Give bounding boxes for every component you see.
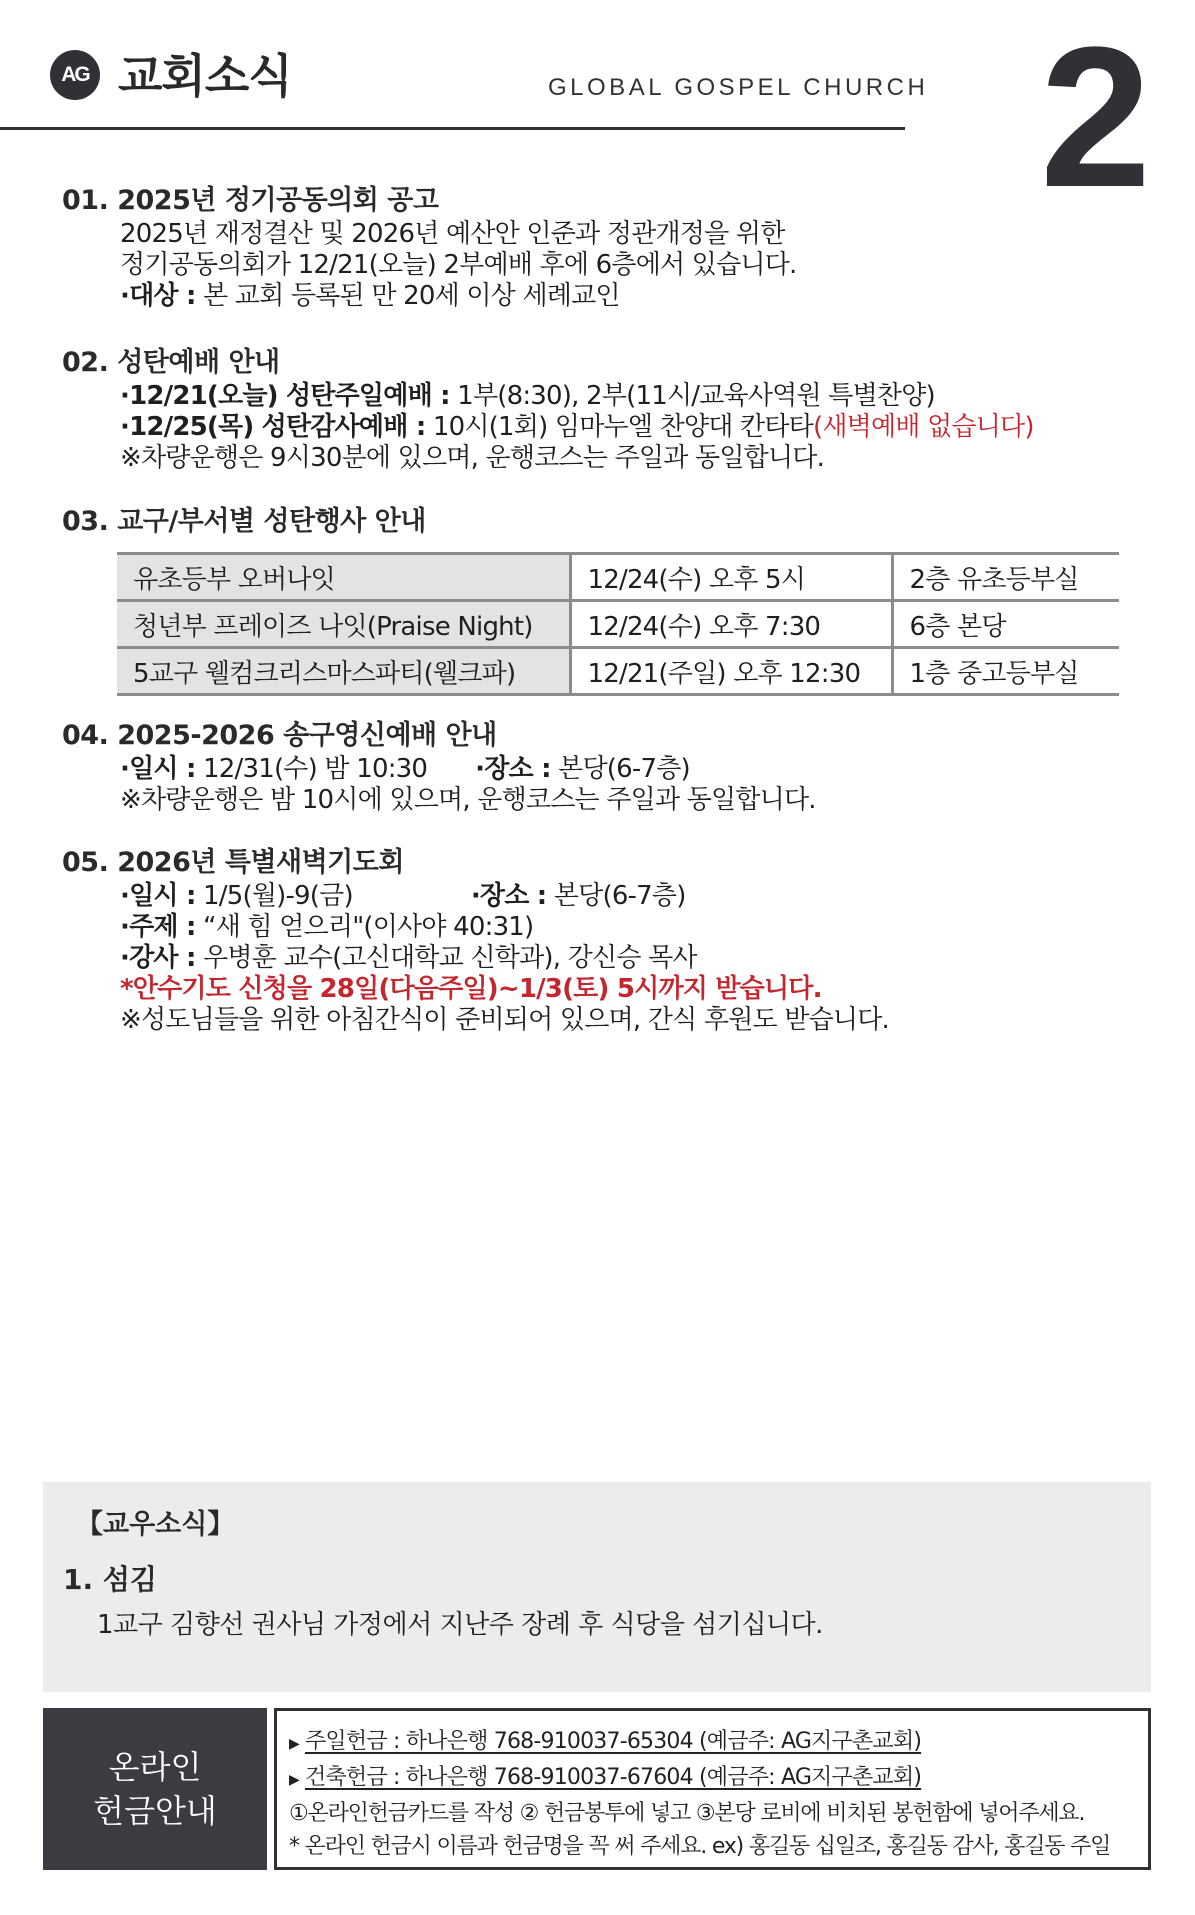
- event-cell: 5교구 웰컴크리스마스파티(웰크파): [117, 648, 570, 695]
- section-title: 03. 교구/부서별 성탄행사 안내: [62, 506, 426, 537]
- value: 본당(6-7층): [546, 881, 686, 911]
- account-text: 주일헌금 : 하나은행 768-910037-65304 (예금주: AG지구촌교회): [304, 1729, 922, 1754]
- section-text: [62, 281, 797, 312]
- label: ·12/25(목) 성탄감사예배 :: [120, 412, 426, 442]
- offering-note: * 온라인 헌금시 이름과 헌금명을 꼭 써 주세요. ex) 홍길동 십일조, 홍길동 감사, 홍길동 주일: [289, 1834, 1111, 1859]
- section-title: 05. 2026년 특별새벽기도회: [62, 847, 404, 878]
- news-header: 【교우소식】: [76, 1509, 235, 1540]
- time-cell: 12/24(수) 오후 5시: [570, 554, 892, 601]
- event-cell: 유초등부 오버나잇: [117, 554, 570, 601]
- offering-info-box: [274, 1708, 1151, 1870]
- member-news-box: [43, 1482, 1151, 1692]
- section-new-year-service: [62, 718, 816, 816]
- offering-account-building: [289, 1761, 1148, 1797]
- value: 우병훈 교수(고신대학교 신학과), 강신승 목사: [195, 943, 697, 973]
- page-number: 2: [1040, 6, 1152, 229]
- event-cell: 청년부 프레이즈 나잇(Praise Night): [117, 601, 570, 648]
- label: ·장소 :: [475, 754, 551, 784]
- place-cell: 2층 유초등부실: [892, 554, 1119, 601]
- label: ·일시 :: [120, 881, 196, 911]
- value: 10시(1회) 임마누엘 찬양대 칸타타: [425, 412, 813, 442]
- label: ·주제 :: [120, 912, 196, 942]
- offering-label-line: 헌금안내: [93, 1792, 217, 1830]
- offering-account-sunday: [289, 1725, 1148, 1761]
- value: 본 교회 등록된 만 20세 이상 세례교인: [195, 281, 620, 311]
- section-text: 정기공동의회가 12/21(오늘) 2부예배 후에 6층에서 있습니다.: [120, 250, 797, 280]
- label: ·대상 :: [120, 281, 196, 311]
- section-text: ※성도님들을 위한 아침간식이 준비되어 있으며, 간식 후원도 받습니다.: [120, 1005, 890, 1035]
- section-text: 2025년 재정결산 및 2026년 예산안 인준과 정관개정을 위한: [120, 219, 785, 249]
- place-cell: 6층 본당: [892, 601, 1119, 648]
- notice-red: (새벽예배 없습니다): [813, 412, 1034, 442]
- news-item-title: 1. 섬김: [63, 1563, 157, 1596]
- section-general-meeting: [62, 183, 797, 312]
- table-row: [117, 601, 1119, 648]
- section-christmas-events: [62, 504, 426, 540]
- section-title: 04. 2025-2026 송구영신예배 안내: [62, 720, 497, 751]
- news-item-text: 1교구 김향선 권사님 가정에서 지난주 장례 후 식당을 섬기십니다.: [97, 1610, 823, 1640]
- triangle-right-icon: ▶: [289, 1772, 299, 1788]
- section-text: ※차량운행은 밤 10시에 있으며, 운행코스는 주일과 동일합니다.: [120, 785, 816, 815]
- section-text: [62, 912, 889, 943]
- section-christmas-service: [62, 345, 1034, 474]
- value: 1부(8:30), 2부(11시/교육사역원 특별찬양): [449, 381, 935, 411]
- prayer-request-notice: *안수기도 신청을 28일(다음주일)~1/3(토) 5시까지 받습니다.: [120, 974, 822, 1004]
- page-title: 교회소식: [118, 49, 292, 103]
- events-table: [117, 552, 1119, 696]
- offering-label-line: 온라인: [108, 1748, 202, 1786]
- church-name: GLOBAL GOSPEL CHURCH: [548, 74, 929, 101]
- label: ·장소 :: [470, 881, 547, 911]
- offering-instructions: ①온라인헌금카드를 작성 ② 헌금봉투에 넣고 ③본당 로비에 비치된 봉헌함에 넣어주세요.: [289, 1801, 1085, 1826]
- time-cell: 12/24(수) 오후 7:30: [570, 601, 892, 648]
- triangle-right-icon: ▶: [289, 1736, 299, 1752]
- table-row: [117, 554, 1119, 601]
- place-cell: 1층 중고등부실: [892, 648, 1119, 695]
- label: ·일시 :: [120, 754, 196, 784]
- label: ·12/21(오늘) 성탄주일예배 :: [120, 381, 450, 411]
- value: 1/5(월)-9(금): [195, 881, 353, 911]
- section-text: [62, 943, 889, 974]
- section-dawn-prayer: [62, 845, 889, 1036]
- value: 12/31(수) 밤 10:30: [195, 754, 428, 784]
- value: “새 힘 얻으리"(이사야 40:31): [195, 912, 534, 942]
- header-divider: [0, 127, 905, 130]
- table-row: [117, 648, 1119, 695]
- section-text: [62, 881, 889, 912]
- value: 본당(6-7층): [550, 754, 690, 784]
- section-text: [62, 412, 1034, 443]
- section-text: [62, 754, 816, 785]
- label: ·강사 :: [120, 943, 196, 973]
- section-title: 02. 성탄예배 안내: [62, 347, 280, 378]
- account-text: 건축헌금 : 하나은행 768-910037-67604 (예금주: AG지구촌교회): [304, 1765, 922, 1790]
- section-text: [62, 381, 1034, 412]
- church-logo: AG: [50, 50, 100, 100]
- online-offering-label: [43, 1708, 267, 1870]
- time-cell: 12/21(주일) 오후 12:30: [570, 648, 892, 695]
- section-title: 01. 2025년 정기공동의회 공고: [62, 185, 439, 216]
- section-text: ※차량운행은 9시30분에 있으며, 운행코스는 주일과 동일합니다.: [120, 443, 825, 473]
